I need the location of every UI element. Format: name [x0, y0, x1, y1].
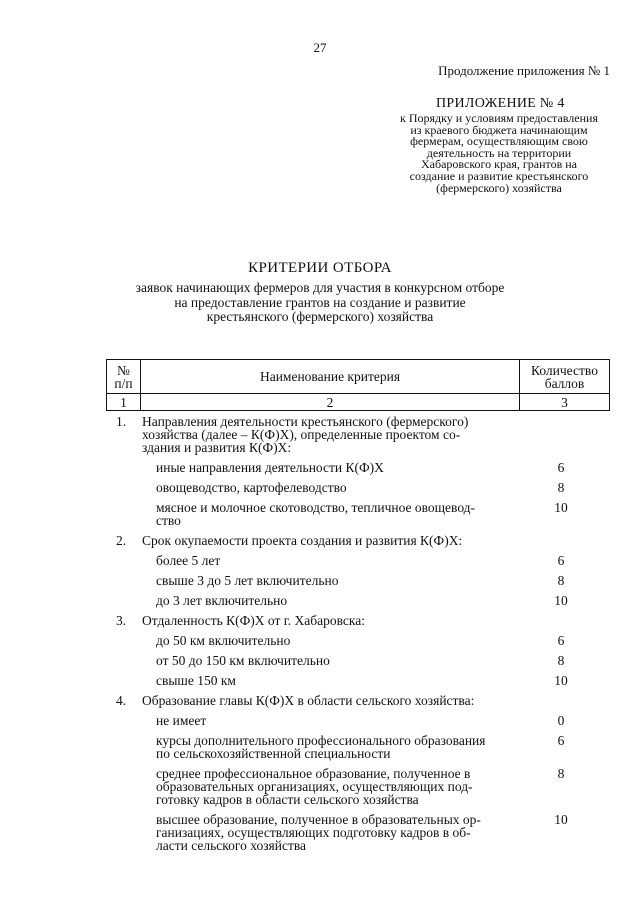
option-points: 0	[557, 713, 565, 728]
criterion-option	[106, 634, 610, 647]
option-points: 6	[557, 553, 565, 568]
option-text: мясное и молочное скотоводство, тепличное овощевод- ство	[156, 500, 476, 528]
option-points: 6	[557, 733, 565, 748]
option-text: иные направления деятельности К(Ф)Х	[156, 460, 384, 475]
criterion-option	[106, 734, 610, 760]
criterion	[106, 614, 610, 627]
criterion-text: Отдаленность К(Ф)Х от г. Хабаровска:	[142, 613, 366, 628]
criterion-number: 4.	[116, 693, 127, 708]
option-points: 10	[554, 500, 568, 515]
criterion	[106, 694, 610, 707]
criterion-option	[106, 714, 610, 727]
option-text: курсы дополнительного профессионального образования по сельскохозяйственной специальности	[156, 733, 486, 761]
criterion-number: 1.	[116, 414, 127, 429]
option-points: 10	[554, 673, 568, 688]
option-points: 6	[557, 633, 565, 648]
column-number: 3	[520, 394, 610, 411]
criterion-option	[106, 554, 610, 567]
column-number: 1	[107, 394, 141, 411]
option-points: 8	[557, 653, 565, 668]
option-points: 6	[557, 460, 565, 475]
criterion-text: Срок окупаемости проекта создания и развития К(Ф)Х:	[142, 533, 463, 548]
criteria-list	[106, 415, 610, 859]
criterion-option	[106, 767, 610, 806]
option-text: до 50 км включительно	[156, 633, 291, 648]
option-text: высшее образование, полученное в образовательных ор- ганизациях, осуществляющих подготовку кадров в об- ласти сельского хозяйства	[156, 812, 481, 853]
option-points: 8	[557, 480, 565, 495]
option-text: до 3 лет включительно	[156, 593, 288, 608]
criterion-number: 3.	[116, 613, 127, 628]
appendix-title: ПРИЛОЖЕНИЕ № 4	[436, 96, 565, 111]
option-text: не имеет	[156, 713, 207, 728]
criterion-option	[106, 674, 610, 687]
header-points: Количество баллов	[520, 360, 610, 394]
criterion-number: 2.	[116, 533, 127, 548]
table-header-row	[107, 360, 610, 394]
criterion-option	[106, 501, 610, 527]
criterion-option	[106, 481, 610, 494]
criterion	[106, 534, 610, 547]
criterion-option	[106, 574, 610, 587]
criterion-option	[106, 654, 610, 667]
continuation-note: Продолжение приложения № 1	[438, 63, 610, 78]
option-text: более 5 лет	[156, 553, 221, 568]
option-text: свыше 150 км	[156, 673, 236, 688]
criteria-table-header	[106, 359, 610, 411]
criterion-option	[106, 461, 610, 474]
criterion-text: Образование главы К(Ф)Х в области сельского хозяйства:	[142, 693, 475, 708]
option-points: 8	[557, 573, 565, 588]
criterion	[106, 415, 610, 454]
header-num: № п/п	[107, 360, 141, 394]
option-text: от 50 до 150 км включительно	[156, 653, 330, 668]
option-points: 10	[554, 593, 568, 608]
criterion-option	[106, 594, 610, 607]
column-number: 2	[141, 394, 520, 411]
header-name: Наименование критерия	[141, 360, 520, 394]
appendix-subtitle: к Порядку и условиям предоставления из краевого бюджета начинающим фермерам, осуществляющим свою деятельность на территории Хабаровского края, грантов на создание и развитие крестьянского (фермерского) хозяйства	[400, 111, 598, 195]
option-points: 8	[557, 766, 565, 781]
option-text: среднее профессиональное образование, полученное в образовательных организациях, осуществляющих под- готовку кадров в области сельского хозяйства	[156, 766, 473, 807]
criterion-option	[106, 813, 610, 852]
option-points: 10	[554, 812, 568, 827]
page-number: 27	[313, 40, 327, 55]
document-title: КРИТЕРИИ ОТБОРА	[248, 260, 392, 276]
column-number-row	[107, 394, 610, 411]
option-text: свыше 3 до 5 лет включительно	[156, 573, 339, 588]
option-text: овощеводство, картофелеводство	[156, 480, 347, 495]
criterion-text: Направления деятельности крестьянского (фермерского) хозяйства (далее – К(Ф)Х), определенные проектом со- здания и развития К(Ф)Х:	[142, 414, 469, 455]
document-subtitle: заявок начинающих фермеров для участия в конкурсном отборе на предоставление грантов на создание и развитие крестьянского (фермерского) хозяйства	[135, 280, 505, 324]
